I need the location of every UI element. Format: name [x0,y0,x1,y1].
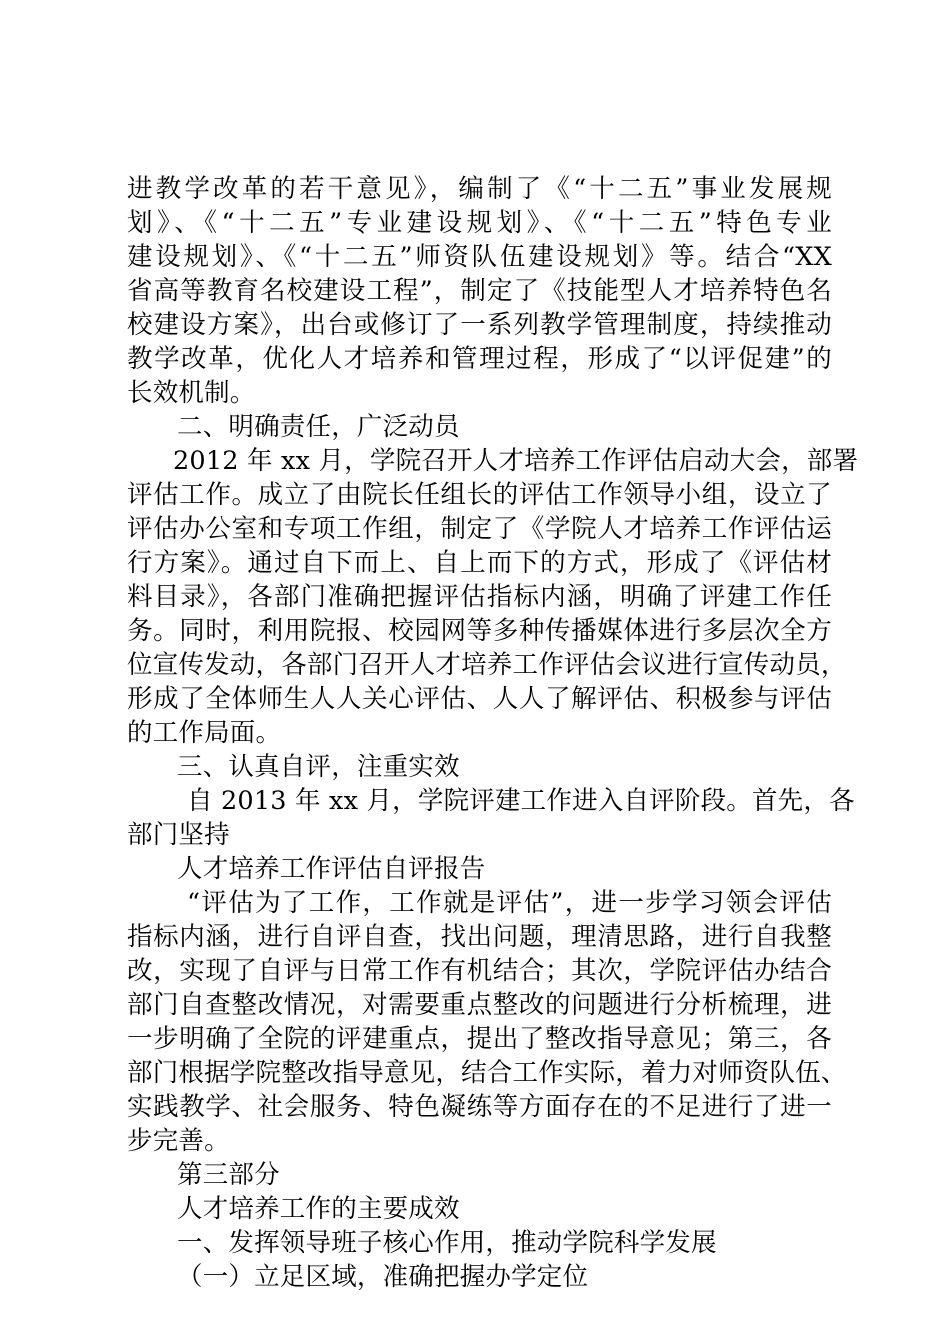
body-line: 料目录》，各部门准确把握评估指标内涵，明确了评建工作任 [127,582,832,612]
part-title: 人才培养工作的主要成效 [177,1194,460,1224]
body-line: 形成了全体师生人人关心评估、人人了解评估、积极参与评估 [127,684,832,714]
body-line: 自 2013 年 xx 月，学院评建工作进入自评阶段。首先，各 [187,786,855,816]
body-line: 行方案》。通过自下而上、自上而下的方式，形成了《评估材 [127,548,832,578]
body-line: 步完善。 [127,1126,230,1156]
body-line: 实践教学、社会服务、特色凝练等方面存在的不足进行了进一 [127,1092,832,1122]
section-heading: 二、明确责任，广泛动员 [177,412,460,442]
body-line: “评估为了工作，工作就是评估”，进一步学习领会评估 [187,888,832,918]
body-line: 指标内涵，进行自评自查，找出问题，理清思路，进行自我整 [127,922,832,952]
section-heading: 一、发挥领导班子核心作用，推动学院科学发展 [177,1228,717,1258]
body-line: 进教学改革的若干意见》，编制了《“十二五”事业发展规 [127,174,832,204]
body-line: 部门自查整改情况，对需要重点整改的问题进行分析梳理，进 [127,990,832,1020]
body-line: 部门根据学院整改指导意见，结合工作实际，着力对师资队伍、 [127,1058,847,1088]
body-line: 的工作局面。 [127,718,282,748]
body-line: 务。同时，利用院报、校园网等多种传播媒体进行多层次全方 [127,616,832,646]
section-heading: 三、认真自评，注重实效 [177,752,460,782]
body-line: 省高等教育名校建设工程”，制定了《技能型人才培养特色名 [127,276,832,306]
body-line: 一步明确了全院的评建重点，提出了整改指导意见；第三，各 [127,1024,832,1054]
body-line: 改，实现了自评与日常工作有机结合；其次，学院评估办结合 [127,956,832,986]
report-title: 人才培养工作评估自评报告 [177,854,486,884]
body-line: 评估办公室和专项工作组，制定了《学院人才培养工作评估运 [127,514,832,544]
part-heading: 第三部分 [177,1160,280,1190]
body-line: 建设规划》、《“十二五”师资队伍建设规划》等。结合“XX [127,242,832,272]
body-line: 长效机制。 [127,378,256,408]
body-line: 位宣传发动，各部门召开人才培养工作评估会议进行宣传动员， [127,650,847,680]
body-line: 评估工作。成立了由院长任组长的评估工作领导小组，设立了 [127,480,832,510]
body-line: 校建设方案》，出台或修订了一系列教学管理制度，持续推动 [127,310,832,340]
subsection-heading: （一）立足区域，准确把握办学定位 [177,1262,589,1292]
body-line: 2012 年 xx 月，学院召开人才培养工作评估启动大会，部署 [173,446,859,476]
body-line: 教学改革，优化人才培养和管理过程，形成了“以评促建”的 [127,344,832,374]
body-line: 划》、《“十二五”专业建设规划》、《“十二五”特色专业 [127,208,832,238]
document-body [127,172,859,1294]
body-line: 部门坚持 [127,820,230,850]
